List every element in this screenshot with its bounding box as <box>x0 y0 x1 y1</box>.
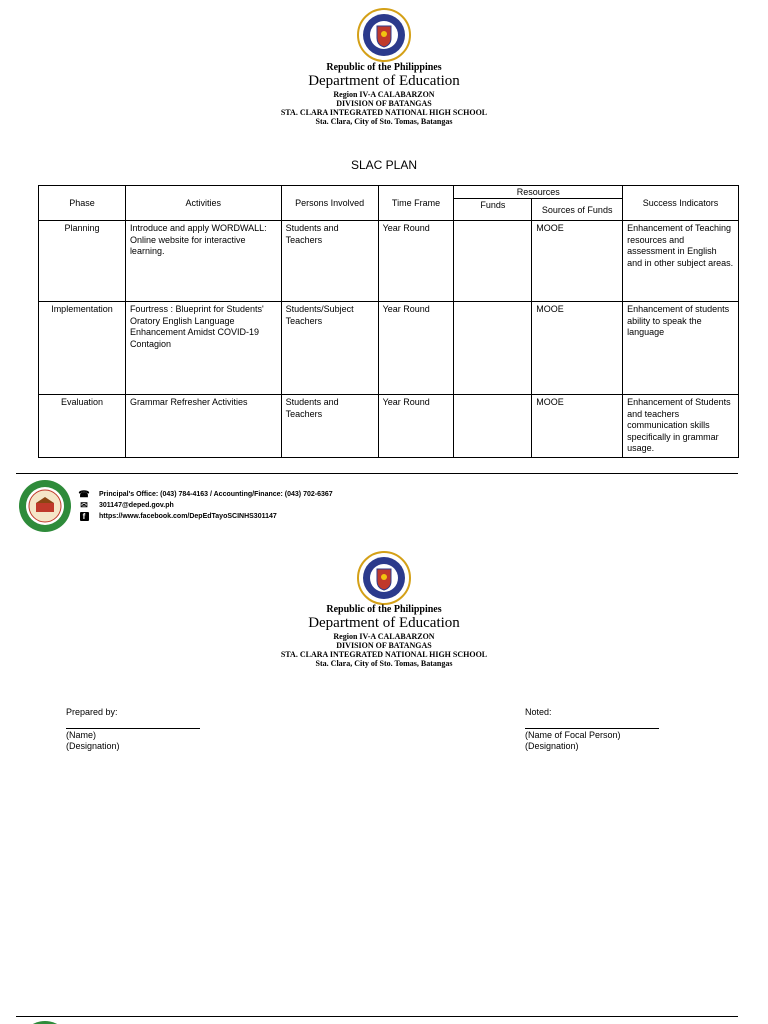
plan-title: SLAC PLAN <box>350 158 418 172</box>
prepared-designation: (Designation) <box>66 741 120 751</box>
cell-activities: Introduce and apply WORDWALL: Online website for interactive learning. <box>125 221 281 302</box>
cell-phase: Implementation <box>39 302 126 395</box>
phone-icon: ☎ <box>78 489 90 499</box>
footer-phone: Principal's Office: (043) 784-4163 / Accounting/Finance: (043) 702-6367 <box>99 491 333 498</box>
school-name: STA. CLARA INTEGRATED NATIONAL HIGH SCHOOL <box>280 650 488 659</box>
cell-timeframe: Year Round <box>378 221 454 302</box>
cell-funds <box>454 395 532 458</box>
header-sources: Sources of Funds <box>532 199 623 221</box>
cell-phase: Evaluation <box>39 395 126 458</box>
prepared-by-label: Prepared by: <box>66 707 118 717</box>
table-row <box>39 302 739 395</box>
facebook-icon: f <box>77 511 91 522</box>
footer-divider <box>16 473 738 474</box>
noted-name: (Name of Focal Person) <box>525 730 621 740</box>
cell-activities: Fourtress : Blueprint for Students' Oratory English Language Enhancement Amidst COVID-19 Contagion <box>125 302 281 395</box>
cell-timeframe: Year Round <box>378 302 454 395</box>
prepared-name: (Name) <box>66 730 97 740</box>
header-resources: Resources <box>454 186 623 199</box>
header-funds: Funds <box>454 199 532 221</box>
department-title: Department of Education <box>308 615 460 631</box>
school-address: Sta. Clara, City of Sto. Tomas, Batangas <box>315 659 453 668</box>
cell-funds <box>454 302 532 395</box>
footer-email[interactable]: 301147@deped.gov.ph <box>99 502 174 509</box>
header-timeframe: Time Frame <box>378 186 454 221</box>
header-indicators: Success Indicators <box>623 186 739 221</box>
letterhead <box>0 62 768 126</box>
cell-indicators: Enhancement of Students and teachers communication skills specifically in grammar usage. <box>623 395 739 458</box>
region-text: Region IV-A CALABARZON <box>333 90 435 99</box>
school-address: Sta. Clara, City of Sto. Tomas, Batangas <box>315 117 453 126</box>
cell-phase: Planning <box>39 221 126 302</box>
cell-sources: MOOE <box>532 221 623 302</box>
header-activities: Activities <box>125 186 281 221</box>
footer-facebook[interactable]: https://www.facebook.com/DepEdTayoSCINHS301147 <box>99 513 277 520</box>
mail-icon: ✉ <box>80 500 88 510</box>
noted-label: Noted: <box>525 707 552 717</box>
school-name: STA. CLARA INTEGRATED NATIONAL HIGH SCHOOL <box>280 108 488 117</box>
cell-indicators: Enhancement of Teaching resources and assessment in English and in other subject areas. <box>623 221 739 302</box>
letterhead <box>0 604 768 668</box>
cell-persons: Students/Subject Teachers <box>281 302 378 395</box>
cell-timeframe: Year Round <box>378 395 454 458</box>
table-row <box>39 395 739 458</box>
noted-designation: (Designation) <box>525 741 579 751</box>
deped-seal-icon <box>357 8 411 62</box>
page-footer <box>18 479 738 533</box>
cell-sources: MOOE <box>532 302 623 395</box>
division-text: DIVISION OF BATANGAS <box>336 99 432 108</box>
cell-funds <box>454 221 532 302</box>
prepared-signature-line <box>66 728 200 729</box>
cell-sources: MOOE <box>532 395 623 458</box>
slac-plan-table <box>38 185 739 458</box>
table-row <box>39 221 739 302</box>
cell-persons: Students and Teachers <box>281 221 378 302</box>
header-persons: Persons Involved <box>281 186 378 221</box>
cell-activities: Grammar Refresher Activities <box>125 395 281 458</box>
republic-text: Republic of the Philippines <box>326 604 442 615</box>
header-phase: Phase <box>39 186 126 221</box>
cell-indicators: Enhancement of students ability to speak the language <box>623 302 739 395</box>
department-title: Department of Education <box>308 73 460 89</box>
noted-signature-line <box>525 728 659 729</box>
cell-persons: Students and Teachers <box>281 395 378 458</box>
school-logo-icon <box>18 479 72 533</box>
republic-text: Republic of the Philippines <box>326 62 442 73</box>
footer-divider <box>16 1016 738 1017</box>
division-text: DIVISION OF BATANGAS <box>336 641 432 650</box>
region-text: Region IV-A CALABARZON <box>333 632 435 641</box>
deped-seal-icon <box>357 551 411 605</box>
school-logo-icon <box>18 1020 72 1024</box>
